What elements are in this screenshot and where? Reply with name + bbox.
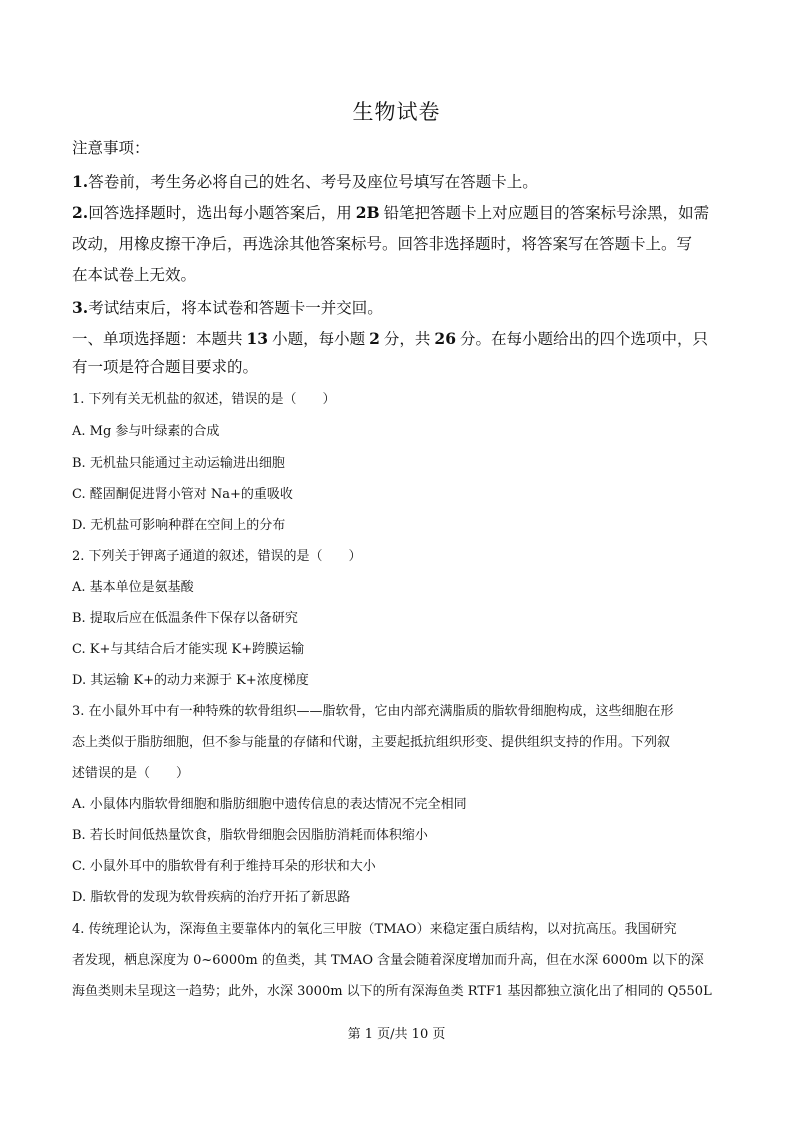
notice-heading: 注意事项： (72, 139, 150, 157)
section-text: 一、单项选择题：本题共 (72, 330, 243, 348)
question-1-option-d: D. 无机盐可影响种群在空间上的分布 (72, 518, 286, 533)
question-1-option-a: A. Mg 参与叶绿素的合成 (72, 424, 220, 439)
notice-item-3 (72, 296, 727, 318)
question-3-stem-line-2: 态上类似于脂肪细胞，但不参与能量的存储和代谢，主要起抵抗组织形变、提供组织支持的作用。下列叙 (72, 735, 671, 750)
notice-item-text: 考试结束后，将本试卷和答题卡一并交回。 (88, 299, 383, 317)
notice-item-text: 答卷前，考生务必将自己的姓名、考号及座位号填写在答题卡上。 (88, 173, 538, 191)
question-1-option-c: C. 醛固酮促进肾小管对 Na+的重吸收 (72, 487, 293, 502)
question-2-option-c: C. K+与其结合后才能实现 K+跨膜运输 (72, 642, 305, 657)
question-2-option-b: B. 提取后应在低温条件下保存以备研究 (72, 611, 298, 626)
notice-item-2 (72, 201, 727, 223)
question-3-stem-line-1: 3. 在小鼠外耳中有一种特殊的软骨组织——脂软骨，它由内部充满脂质的脂软骨细胞构成，这些细胞在形 (72, 704, 674, 719)
question-3-option-c: C. 小鼠外耳中的脂软骨有利于维持耳朵的形状和大小 (72, 859, 376, 874)
question-2-option-a: A. 基本单位是氨基酸 (72, 580, 194, 595)
question-count: 13 (246, 329, 269, 348)
section-heading-line-2: 有一项是符合题目要求的。 (72, 358, 259, 376)
notice-item-number: 2. (72, 203, 89, 222)
notice-item-number: 3. (72, 298, 89, 317)
question-1-option-b: B. 无机盐只能通过主动运输进出细胞 (72, 456, 285, 471)
question-4-stem-line-1: 4. 传统理论认为，深海鱼主要靠体内的氧化三甲胺（TMAO）来稳定蛋白质结构，以对抗高压。我国研究 (72, 922, 677, 937)
section-text: 小题，每小题 (272, 330, 366, 348)
notice-item-text: 铅笔把答题卡上对应题目的答案标号涂黑，如需 (383, 204, 710, 222)
question-3-option-b: B. 若长时间低热量饮食，脂软骨细胞会因脂肪消耗而体积缩小 (72, 828, 428, 843)
section-text: 分，共 (383, 330, 431, 348)
question-3-stem-line-3: 述错误的是（ ） (72, 766, 190, 781)
question-3-option-a: A. 小鼠体内脂软骨细胞和脂肪细胞中遗传信息的表达情况不完全相同 (72, 797, 467, 812)
question-2-stem: 2. 下列关于钾离子通道的叙述，错误的是（ ） (72, 549, 362, 564)
question-1-stem: 1. 下列有关无机盐的叙述，错误的是（ ） (72, 392, 336, 407)
notice-item-number: 1. (72, 172, 89, 191)
notice-item-text: 回答选择题时，选出每小题答案后，用 (88, 204, 352, 222)
question-4-stem-line-2: 者发现，栖息深度为 0~6000m 的鱼类，其 TMAO 含量会随着深度增加而升高，但在水深 6000m 以下的深 (72, 953, 704, 968)
page-title: 生物试卷 (352, 100, 441, 124)
notice-item-1 (72, 170, 727, 192)
question-2-option-d: D. 其运输 K+的动力来源于 K+浓度梯度 (72, 673, 309, 688)
page-footer: 第 1 页/共 10 页 (347, 1027, 446, 1042)
points-each: 2 (369, 329, 380, 348)
notice-item-2-line-3: 在本试卷上无效。 (72, 266, 197, 284)
section-text: 分。在每小题给出的四个选项中，只 (460, 330, 709, 348)
notice-item-2-line-2: 改动，用橡皮擦干净后，再选涂其他答案标号。回答非选择题时，将答案写在答题卡上。写 (72, 235, 693, 253)
question-3-option-d: D. 脂软骨的发现为软骨疾病的治疗开拓了新思路 (72, 890, 351, 905)
points-total: 26 (434, 329, 456, 348)
pencil-grade: 2B (355, 203, 380, 222)
section-heading (72, 327, 727, 349)
question-4-stem-line-3: 海鱼类则未呈现这一趋势；此外，水深 3000m 以下的所有深海鱼类 RTF1 基因都独立演化出了相同的 Q550L (72, 984, 712, 999)
